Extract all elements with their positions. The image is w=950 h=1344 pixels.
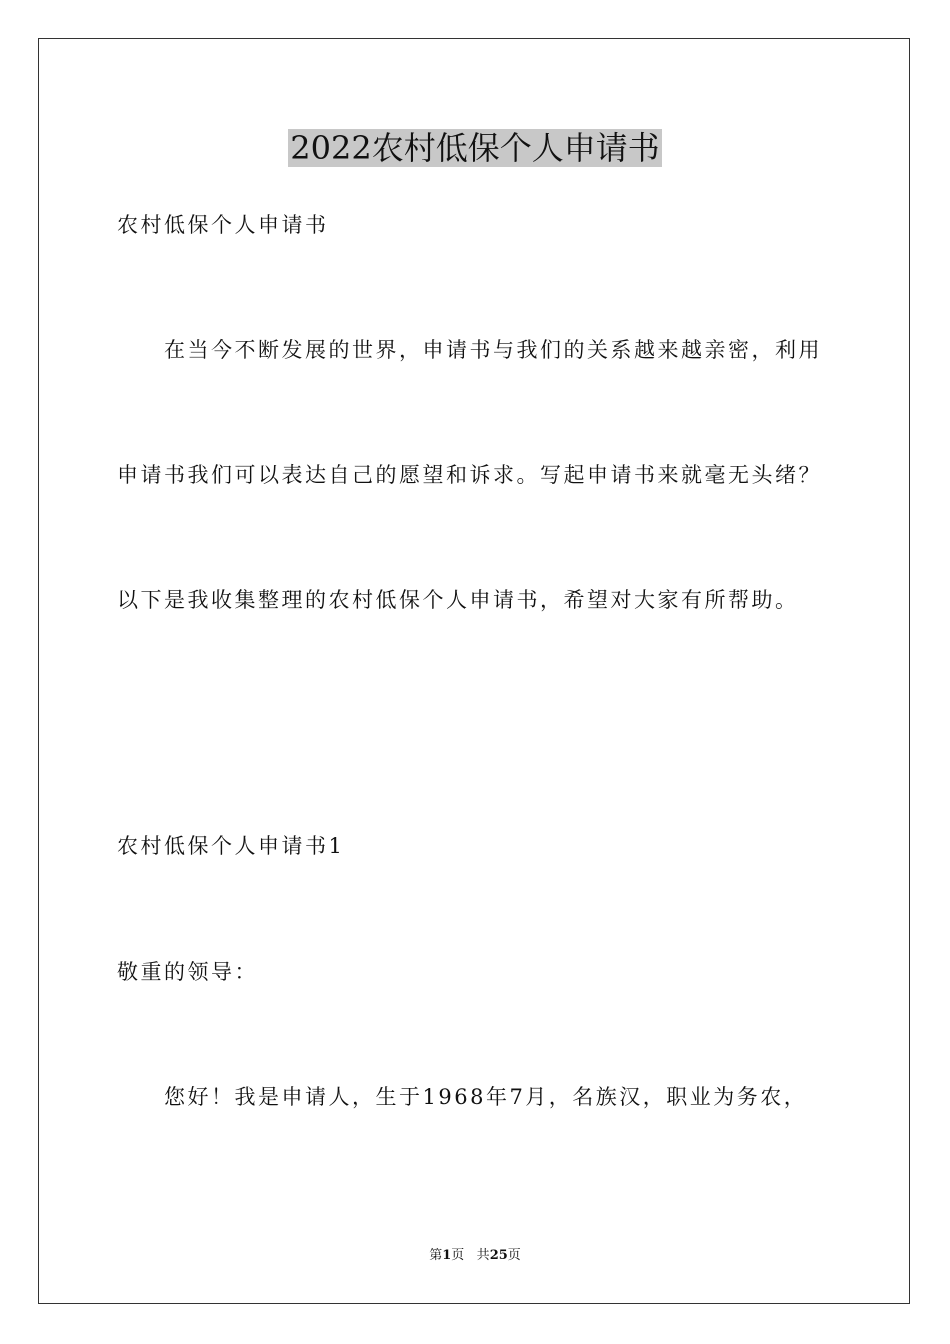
page-number: 1 [442, 1248, 452, 1263]
salutation: 敬重的领导： [117, 960, 258, 984]
total-suffix: 页 [507, 1248, 521, 1263]
intro-line-3: 以下是我收集整理的农村低保个人申请书，希望对大家有所帮助。 [117, 588, 799, 612]
page-suffix: 页 [451, 1248, 465, 1263]
subtitle-line: 农村低保个人申请书 [117, 213, 329, 237]
intro-line-1: 在当今不断发展的世界，申请书与我们的关系越来越亲密，利用 [117, 338, 822, 362]
total-prefix: 共 [476, 1248, 490, 1263]
section-heading: 农村低保个人申请书1 [117, 834, 345, 858]
intro-line-2: 申请书我们可以表达自己的愿望和诉求。写起申请书来就毫无头绪？ [117, 463, 822, 487]
page-footer [0, 1247, 950, 1265]
document-title [0, 126, 950, 170]
page-prefix: 第 [429, 1248, 443, 1263]
body-line-1: 您好！我是申请人，生于1968年7月，名族汉，职业为务农， [117, 1085, 808, 1109]
document-title-text: 2022农村低保个人申请书 [290, 129, 660, 167]
total-pages: 25 [489, 1248, 508, 1263]
